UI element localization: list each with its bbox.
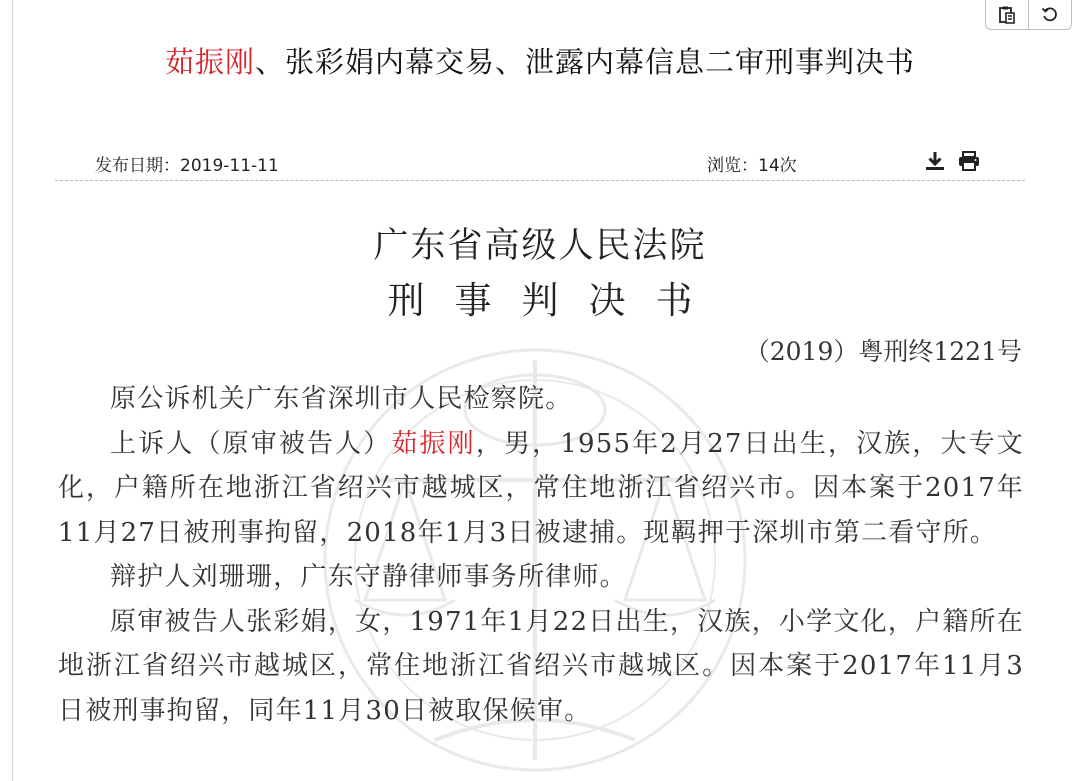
document-type: 刑事判决书 — [387, 279, 723, 322]
meta-actions — [923, 149, 981, 173]
print-button[interactable] — [957, 149, 981, 173]
appellant-details: ，男，1955年2月27日出生，汉族，大专文化，户籍所在地浙江省绍兴市越城区，常住地浙江省绍兴市。因本案于2017年11月27日被刑事拘留，2018年1月3日被逮捕。现羁押于深圳市第二看守所。 — [58, 428, 1024, 548]
title-rest: 、张彩娟内幕交易、泄露内幕信息二审刑事判决书 — [255, 45, 916, 79]
top-toolbar — [986, 0, 1072, 30]
court-name: 广东省高级人民法院 — [373, 226, 707, 266]
paragraph-prosecutor: 原公诉机关广东省深圳市人民检察院。 — [110, 384, 573, 414]
meta-bar — [55, 148, 1025, 181]
case-number: （2019）粤刑终1221号 — [744, 337, 1022, 366]
paragraph-codefendant: 原审被告人张彩娟，女，1971年1月22日出生，汉族，小学文化，户籍所在地浙江省绍兴市越城区，常住地浙江省绍兴市越城区。因本案于2017年11月3日被刑事拘留，同年11月30日被取保候审。 — [58, 606, 1024, 726]
paragraph-defender: 辩护人刘珊珊，广东守静律师事务所律师。 — [110, 562, 627, 592]
appellant-name-link[interactable]: 茹振刚 — [391, 428, 476, 459]
judgment-body — [58, 377, 1024, 733]
copy-button[interactable] — [985, 0, 1029, 30]
refresh-icon — [1041, 6, 1059, 24]
publish-date: 发布日期：2019-11-11 — [95, 156, 279, 176]
page-frame-border — [12, 0, 13, 781]
print-icon — [957, 150, 981, 172]
clipboard-copy-icon — [997, 5, 1017, 25]
title-defendant-name[interactable]: 茹振刚 — [164, 45, 255, 79]
download-button[interactable] — [923, 149, 947, 173]
appellant-prefix: 上诉人（原审被告人） — [110, 428, 392, 459]
page-title — [0, 40, 1080, 81]
paragraph-appellant — [58, 422, 1024, 556]
download-icon — [924, 150, 946, 172]
refresh-button[interactable] — [1028, 0, 1072, 30]
view-count: 浏览：14次 — [707, 156, 797, 176]
